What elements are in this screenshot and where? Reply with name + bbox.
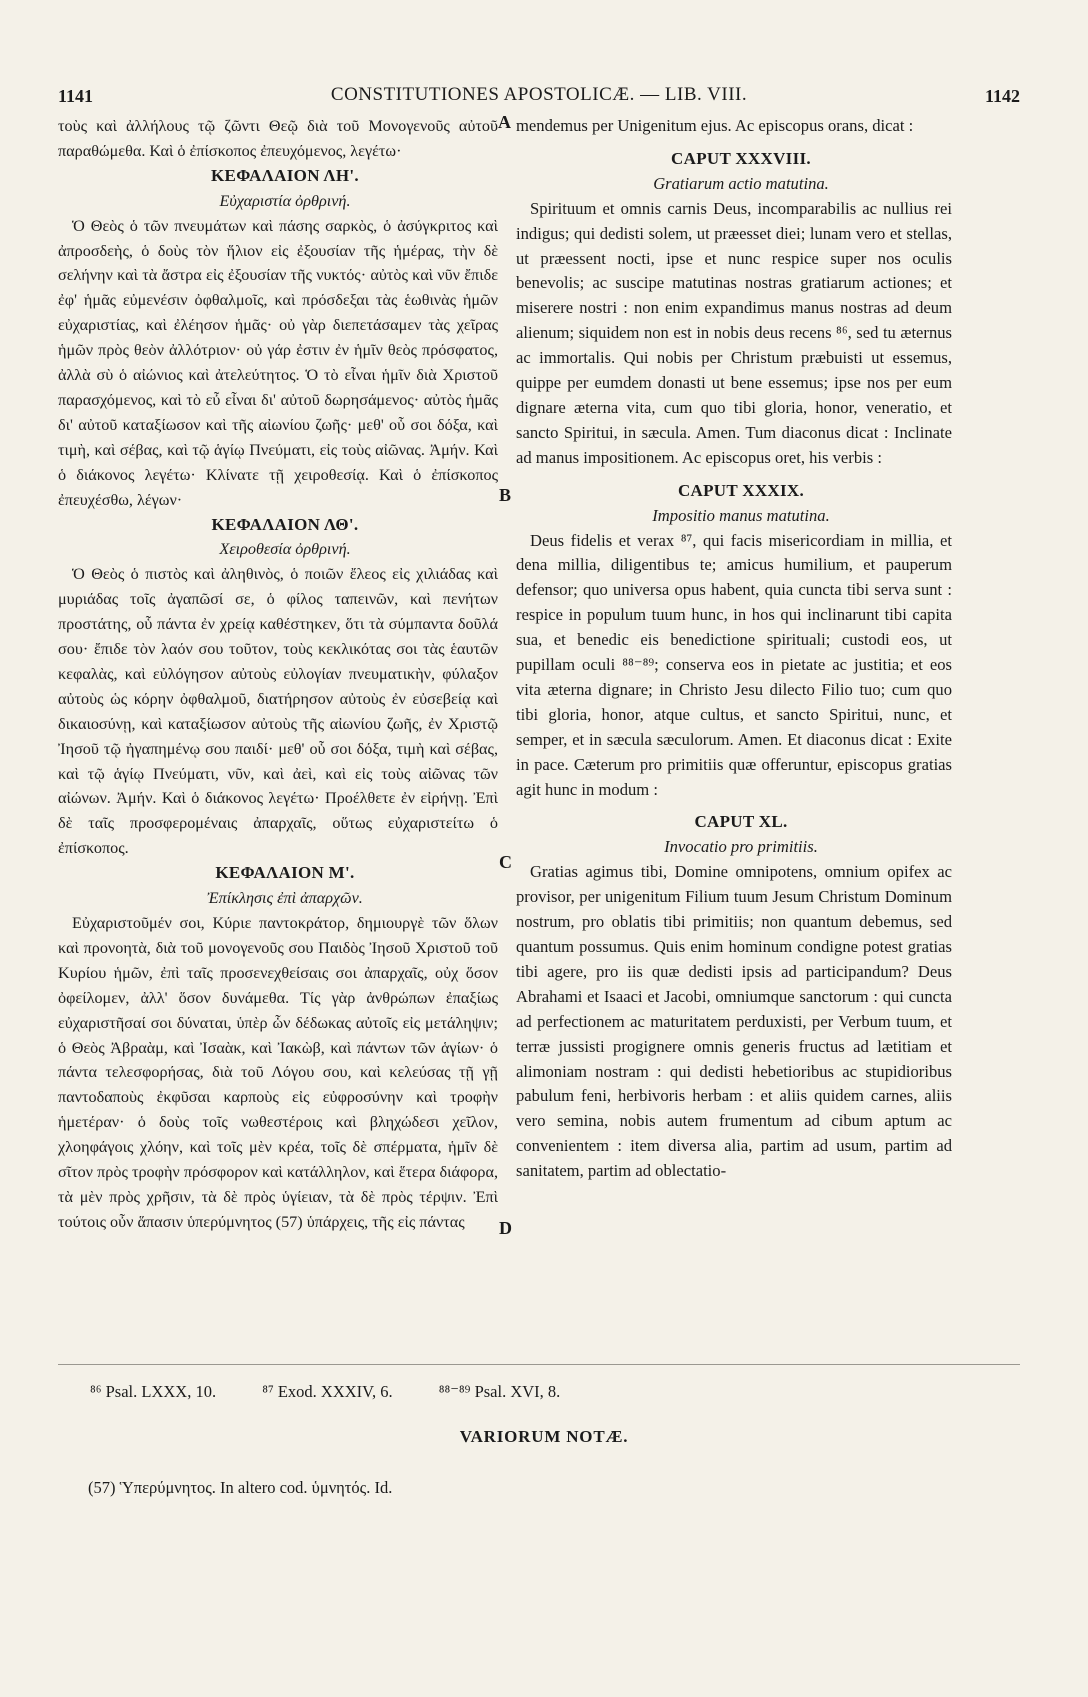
latin-chapter-39-text: Deus fidelis et verax ⁸⁷, qui facis misericordiam in millia, et dena millia, diligentibus te; amicus humilium, et pauperum defensor; quo universa opus habent, quia cuncta tibi serva sunt : respice in populum tuum hunc, in hos qui inclinarunt tibi capita sua, et benedic eis benedictione spirituali; custodi eos, ut pupillam oculi ⁸⁸⁻⁸⁹; conserva eos in pietate ac justitia; et eos vita æterna dignare; in Christo Jesu dilecto Filio tuo; cum quo tibi gloria, honor, atque cultus, et sancto Spiritui, nunc, et semper, et in sæcula sæculorum. Amen. Et diaconus dicat : Exite in pace. Cæterum pro primitiis quæ offeruntur, episcopus gratias agit hunc in modum :: [516, 530, 952, 799]
left-page-number: 1141: [58, 86, 94, 106]
latin-chapter-40-text: Gratias agimus tibi, Domine omnipotens, omnium opifex ac provisor, per unigenitum Filium tuum Jesum Christum Dominum nostrum, pro oblatis tibi primitiis; non quantum debemus, sed quantum possumus. Quis enim hominum condigne potest gratias tibi agere, pro iis quæ dedisti ipsis ad participandum? Deus Abrahami et Isaaci et Jacobi, omniumque sanctorum : qui cuncta ad perfectionem ac maturitatem perduxisti, per Verbum tuum, et terræ jussisti progignere omnis generis fructus ad lætitiam et alimoniam nostram : qui dedisti hebetioribus ac stupidioribus pabulum feni, herbivoris herbam : et aliis quidem carnes, aliis vero semina, nobis autem frumentum ad cibum aptum ac convenientem : item diversa alia, partim ad usum, partim ad sanitatem, partim ad oblectatio-: [516, 862, 952, 1181]
footnotes: [90, 1382, 990, 1402]
latin-chapter-38-heading: CAPUT XXXVIII.: [671, 148, 811, 168]
latin-column: [516, 114, 952, 1184]
variorum-notes-title: VARIORUM NOTÆ.: [459, 1427, 629, 1446]
greek-chapter-39-text: Ὁ Θεὸς ὁ πιστὸς καὶ ἀληθινὸς, ὁ ποιῶν ἔλεος εἰς χιλιάδας καὶ μυριάδας τοῖς ἀγαπῶσί σε, ὁ φίλος ταπεινῶν, καὶ πενήτων προστάτης, οὗ πάντα ἐν χρείᾳ καθέστηκεν, ὅτι τὰ σύμπαντα δοῦλά σου· ἔπιδε τὸν λαόν σου τοῦτον, τοὺς κεκλικότας σοι τὰς ἑαυτῶν κεφαλὰς, καὶ εὐλόγησον αὐτοὺς εὐλογίαν πνευματικὴν, φύλαξον αὐτοὺς ὡς κόρην ὀφθαλμοῦ, διατήρησον αὐτοὺς ἐν εὐσεβείᾳ καὶ δικαιοσύνῃ, καὶ καταξίωσον αὐτοὺς τῆς αἰωνίου ζωῆς, ἐν Χριστῷ Ἰησοῦ τῷ ἠγαπημένῳ σου παιδί· μεθ' οὗ σοι δόξα, τιμὴ καὶ σέβας, καὶ τῷ ἁγίῳ Πνεύματι, νῦν, καὶ ἀεὶ, καὶ εἰς τοὺς αἰῶνας τῶν αἰώνων. Ἀμήν. Καὶ ὁ διάκονος λεγέτω· Προέλθετε ἐν εἰρήνῃ. Ἐπὶ δὲ ταῖς προσφερομέναις ἀπαρχαῖς, οὕτως εὐχαριστείτω ὁ ἐπίσκοπος.: [58, 565, 498, 858]
greek-intro: τοὺς καὶ ἀλλήλους τῷ ζῶντι Θεῷ διὰ τοῦ Μονογενοῦς αὐτοῦ παραθώμεθα. Καὶ ὁ ἐπίσκοπος ἐπευχόμενος, λεγέτω·: [58, 117, 498, 160]
latin-chapter-38-text: Spirituum et omnis carnis Deus, incomparabilis ac nullius rei indigus; qui dedisti solem, ut præesset diei; lunam vero et stellas, ut præessent nocti, ipse et nunc respice super nos oculis benevolis; ac suscipe matutinas nostras gratiarum actiones; et miserere nostri : non enim expandimus manus nostras ad deum alienum; siquidem non est in nobis deus recens ⁸⁶, sed tu æternus ac immortalis. Qui nobis per Christum præbuisti ut essemus, quippe per eumdem donasti ut bene essemus; ipse nos per eum dignare æterna vita, cum quo tibi gloria, honor, veneratio, et sancto Spiritui, in sæcula. Amen. Tum diaconus dicat : Inclinate ad manus impositionem. Ac episcopus oret, his verbis :: [516, 198, 952, 467]
footnote-divider: [58, 1364, 1020, 1365]
greek-chapter-38-subtitle: Εὐχαριστία ὀρθρινή.: [219, 191, 351, 210]
footnote-86: ⁸⁶ Psal. LXXX, 10.: [90, 1382, 217, 1401]
greek-chapter-40-heading: ΚΕΦΑΛΑΙΟΝ Μ'.: [215, 863, 355, 883]
footnote-87: ⁸⁷ Exod. XXXIV, 6.: [262, 1382, 393, 1401]
margin-letter-a: A: [498, 112, 511, 132]
greek-chapter-40-subtitle: Ἐπίκλησις ἐπὶ ἀπαρχῶν.: [207, 889, 363, 908]
greek-chapter-38-heading: ΚΕΦΑΛΑΙΟΝ ΛΗ'.: [211, 165, 359, 185]
latin-chapter-39-subtitle: Impositio manus matutina.: [652, 505, 830, 525]
variorum-note-57: (57) Ὑπερύμνητος. In altero cod. ὑμνητός. Id.: [88, 1478, 393, 1497]
latin-chapter-39-heading: CAPUT XXXIX.: [677, 480, 805, 500]
greek-chapter-40-text: Εὐχαριστοῦμέν σοι, Κύριε παντοκράτορ, δημιουργὲ τῶν ὅλων καὶ προνοητὰ, διὰ τοῦ μονογενοῦς σου Παιδὸς Ἰησοῦ Χριστοῦ τοῦ Κυρίου ἡμῶν, ἐπὶ ταῖς προσενεχθείσαις σοι ἀπαρχαῖς, οὐχ ὅσον ὀφείλομεν, ἀλλ' ὅσον δυνάμεθα. Τίς γὰρ ἀνθρώπων ἐπαξίως εὐχαριστῆσαί σοι δύναται, ὑπὲρ ὧν δέδωκας αὐτοῖς εἰς μετάληψιν; ὁ Θεὸς Ἀβραὰμ, καὶ Ἰσαὰκ, καὶ Ἰακὼβ, καὶ πάντων τῶν ἁγίων· ὁ πάντα τελεσφορήσας, διὰ τοῦ Λόγου σου, καὶ κελεύσας τῇ γῇ παντοδαποὺς ἐκφῦσαι καρποὺς εἰς εὐφροσύνην καὶ τροφὴν ἡμετέραν· ὁ δοὺς τοῖς νωθεστέροις καὶ βληχώδεσι χεῖλον, χλοηφάγοις χλόην, καὶ τοῖς μὲν κρέα, τοῖς δὲ σπέρματα, ἡμῖν δὲ σῖτον πρὸς τροφὴν πρόσφορον καὶ κατάλληλον, καὶ ἕτερα διάφορα, τὰ μὲν πρὸς χρῆσιν, τὰ δὲ πρὸς ὑγίειαν, τὰ δὲ πρὸς τέρψιν. Ἐπὶ τούτοις οὖν ἅπασιν ὑπερύμνητος (57) ὑπάρχεις, τῆς εἰς πάντας: [58, 914, 498, 1231]
latin-chapter-40-heading: CAPUT XL.: [694, 812, 788, 832]
latin-intro: mendemus per Unigenitum ejus. Ac episcopus orans, dicat :: [516, 116, 914, 135]
running-head: [58, 84, 1020, 114]
latin-chapter-40-subtitle: Invocatio pro primitiis.: [664, 837, 818, 857]
margin-letter-d: D: [499, 1218, 512, 1238]
margin-letter-c: C: [499, 852, 512, 872]
greek-column: [58, 114, 498, 1235]
greek-chapter-39-heading: ΚΕΦΑΛΑΙΟΝ ΛΘ'.: [211, 514, 359, 534]
margin-letter-b: B: [499, 485, 512, 505]
greek-chapter-39-subtitle: Χειροθεσία ὀρθρινή.: [219, 540, 351, 559]
right-page-number: 1142: [984, 86, 1020, 106]
running-title: CONSTITUTIONES APOSTOLICÆ. — LIB. VIII.: [330, 84, 748, 105]
greek-chapter-38-text: Ὁ Θεὸς ὁ τῶν πνευμάτων καὶ πάσης σαρκὸς, ὁ ἀσύγκριτος καὶ ἀπροσδεὴς, ὁ δοὺς τὸν ἥλιον εἰς ἐξουσίαν τῆς ἡμέρας, τὴν δὲ σελήνην καὶ τὰ ἄστρα εἰς ἐξουσίαν τῆς νυκτός· αὐτὸς καὶ νῦν ἔπιδε ἐφ' ἡμᾶς εὐμενέσιν ὀφθαλμοῖς, καὶ πρόσδεξαι τὰς ἑωθινὰς ἡμῶν εὐχαριστίας, καὶ ἐλέησον ἡμᾶς· οὐ γὰρ διεπετάσαμεν τὰς χεῖρας ἡμῶν πρὸς θεὸν ἀλλότριον· οὐ γάρ ἐστιν ἐν ἡμῖν θεὸς πρόσφατος, ἀλλὰ σὺ ὁ αἰώνιος καὶ ἀτελεύτητος. Ὁ τὸ εἶναι ἡμῖν διὰ Χριστοῦ παρασχόμενος, καὶ τὸ εὖ εἶναι δι' αὐτοῦ δωρησάμενος· αὐτὸς ἡμᾶς δι' αὐτοῦ καταξίωσον καὶ τῆς αἰωνίου ζωῆς· μεθ' οὗ σοι δόξα, καὶ τιμὴ, καὶ σέβας, καὶ τῷ ἁγίῳ Πνεύματι, εἰς τοὺς αἰῶνας. Ἀμήν. Καὶ ὁ διάκονος λεγέτω· Κλίνατε τῇ χειροθεσίᾳ. Καὶ ὁ ἐπίσκοπος ἐπευχέσθω, λέγων·: [58, 216, 498, 509]
footnote-88-89: ⁸⁸⁻⁸⁹ Psal. XVI, 8.: [438, 1382, 561, 1401]
latin-chapter-38-subtitle: Gratiarum actio matutina.: [653, 173, 829, 193]
